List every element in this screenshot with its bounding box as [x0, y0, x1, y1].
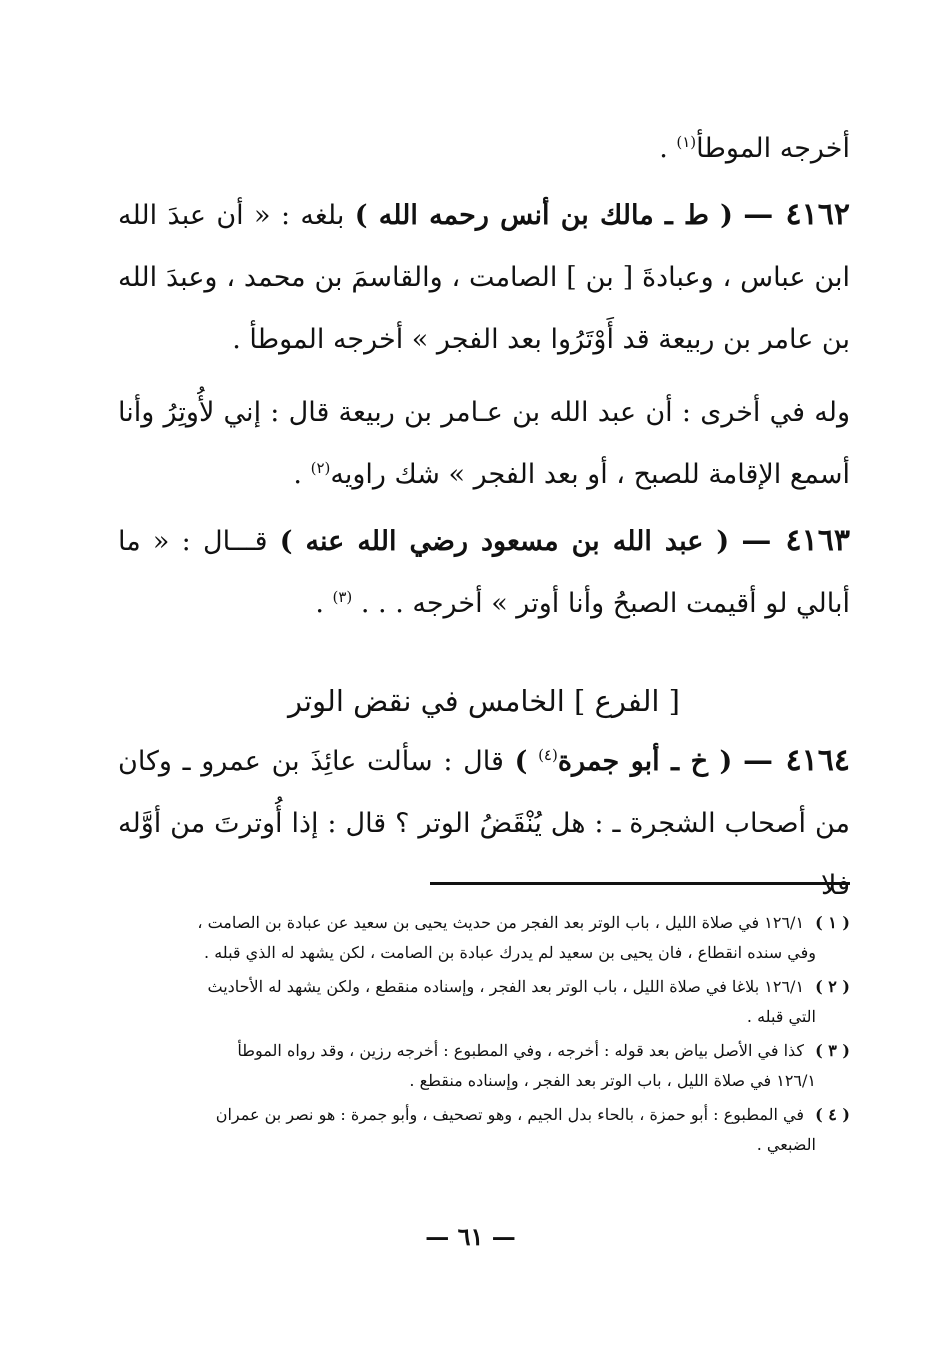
- footnote-ref-1: (١): [676, 133, 697, 151]
- hadith-4162: [118, 184, 850, 371]
- hadith-text: قال : سألت عائِذَ بن عمرو ـ وكان من أصحاب الشجرة ـ : هل يُنْقَضُ الوتر ؟ قال : إذا أُوترتَ من أوَّله فلا: [118, 746, 850, 901]
- hadith-text: بلغه : « أن عبدَ الله ابن عباس ، وعبادةَ [ بن ] الصامت ، والقاسمَ بن محمد ، وعبدَ الله بن عامر بن ربيعة قد أَوْتَرُوا بعد الفجر » أخرجه الموطأ .: [118, 200, 850, 355]
- hadith-source: ( ط ـ مالك بن أنس رحمه الله ): [354, 200, 733, 231]
- hadith-source-close: ): [514, 746, 528, 777]
- paragraph-other-narration: [118, 382, 850, 506]
- footnote-ref-3: (٣): [332, 588, 353, 606]
- footnote-mark: ( ١ ): [815, 913, 850, 932]
- footnote-text-continued: الضبعي .: [756, 1135, 816, 1154]
- paragraph-end-mark: .: [315, 588, 324, 619]
- footnote-text-continued: التي قبله .: [746, 1007, 816, 1026]
- hadith-source: ( عبد الله بن مسعود رضي الله عنه ): [279, 526, 730, 557]
- paragraph-end-mark: .: [659, 133, 668, 164]
- hadith-4164: [118, 730, 850, 917]
- footnote-text: ١٢٦/١ في صلاة الليل ، باب الوتر بعد الفجر من حديث يحيى بن سعيد عن عبادة بن الصامت ،: [197, 913, 805, 932]
- footnote-text: ١٢٦/١ بلاغا في صلاة الليل ، باب الوتر بعد الفجر ، وإسناده منقطع ، ولكن يشهد له الأحاديث: [207, 977, 805, 996]
- footnote-ref-2: (٢): [310, 459, 331, 477]
- footnote-3: [118, 1036, 850, 1096]
- footnote-mark: ( ٢ ): [815, 977, 850, 996]
- paragraph-previous-end: [118, 118, 850, 180]
- footnotes: [118, 908, 850, 1164]
- footnote-4: [118, 1100, 850, 1160]
- paragraph-end-mark: .: [293, 459, 302, 490]
- footnote-ref-4: (٤): [538, 746, 558, 764]
- footnote-text: في المطبوع : أبو حمزة ، بالحاء بدل الجيم ، وهو تصحيف ، وأبو جمرة : هو نصر بن عمران: [215, 1105, 805, 1124]
- hadith-number: ٤١٦٣ —: [741, 523, 850, 558]
- hadith-source: ( خ ـ أبو جمرة: [557, 746, 733, 777]
- footnote-1: [118, 908, 850, 968]
- hadith-number: ٤١٦٤ —: [743, 743, 851, 778]
- footnote-text: كذا في الأصل بياض بعد قوله : أخرجه ، وفي المطبوع : أخرجه رزين ، وقد رواه الموطأ: [237, 1041, 805, 1060]
- footnote-mark: ( ٣ ): [815, 1041, 850, 1060]
- footnote-mark: ( ٤ ): [815, 1105, 850, 1124]
- footnote-text-continued: وفي سنده انقطاع ، فان يحيى بن سعيد لم يدرك عبادة بن الصامت ، لكن يشهد له الذي قبله .: [204, 943, 816, 962]
- page-number: — ٦١ —: [425, 1222, 516, 1251]
- hadith-text: قـــال : « ما أبالي لو أقيمت الصبحُ وأنا أوتر » أخرجه . . .: [118, 526, 850, 619]
- footnote-2: [118, 972, 850, 1032]
- paragraph-text: أخرجه الموطأ: [696, 133, 850, 164]
- footnote-divider: [430, 882, 850, 885]
- hadith-number: ٤١٦٢ —: [743, 197, 850, 232]
- hadith-4163: [118, 510, 850, 635]
- footnote-text-continued: ١٢٦/١ في صلاة الليل ، باب الوتر بعد الفجر ، وإسناده منقطع .: [409, 1071, 816, 1090]
- paragraph-text: وله في أخرى : أن عبد الله بن عـامر بن ربيعة قال : إني لأُوتِرُ وأنا أسمع الإقامة للصبح ، أو بعد الفجر » شك راويه: [118, 397, 850, 490]
- section-heading: [ الفرع ] الخامس في نقض الوتر: [287, 684, 680, 718]
